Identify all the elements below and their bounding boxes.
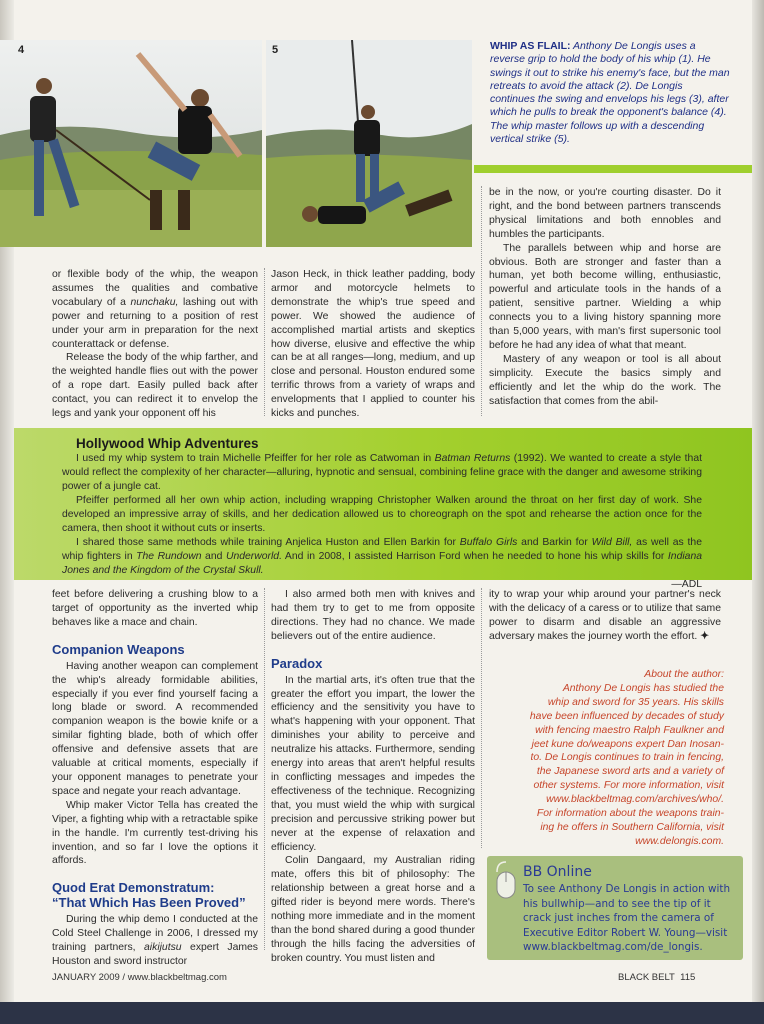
caption-green-rule — [474, 165, 752, 173]
about-line: www.delongis.com. — [635, 835, 724, 847]
lower-col2-para3: Colin Dangaard, my Australian riding mate, offers this bit of philosophy: The relationship between a great horse and a gifted rider is beyond mere words. There's nothing more immediate and in the moment than the bond shared during a good thunder through the hills facing the adversities of broken country. You must listen and — [271, 855, 475, 964]
about-line: www.blackbeltmag.com/archives/who/. — [546, 794, 724, 806]
sidebar-p1-a: I used my whip system to train Michelle Pfeiffer for her role as Catwoman in — [76, 453, 435, 464]
sidebar-p3-c: as well as the whip fighters in — [62, 537, 702, 562]
sidebar-p3-em4: Underworld. — [225, 551, 282, 562]
lower-column-3 — [489, 588, 721, 644]
footer-left: JANUARY 2009 / www.blackbeltmag.com — [52, 972, 227, 983]
caption-heading: WHIP AS FLAIL: — [490, 40, 571, 52]
column-divider — [264, 268, 265, 416]
sidebar-p3-e: And in 2008, I assisted Harrison Ford when he needed to hone his whip skills for — [281, 551, 668, 562]
sidebar-p3-d: and — [201, 551, 226, 562]
sidebar-p3-b: and Barkin for — [517, 537, 592, 548]
about-line: to. De Longis continues to train in fencing, — [530, 752, 724, 764]
lower-col1-para3: Whip maker Victor Tella has created the Viper, a fighting whip with a retractable spike in the handle. I'm currently test-driving his invention, and so far I love the options it affords. — [52, 799, 258, 867]
lower-column-1 — [52, 588, 258, 969]
lower-col1-para2: Having another weapon can complement the whip's already formidable abilities, especially if you ever find yourself facing a long blade or sword. A recommended companion weapon is the bowie knife or a similar fighting blade, both of which offer offensive and defensive assets that are valuable at critical moments, especially if your opponent manages to penetrate your space and negate your reach advantage. — [52, 660, 258, 797]
quod-erat-heading-2: “That Which Has Been Proved” — [52, 895, 246, 911]
about-line: have been influenced by decades of study — [529, 710, 724, 722]
sidebar-p3-em3: The Rundown — [136, 551, 202, 562]
photo-caption — [490, 40, 730, 146]
column-divider — [481, 186, 482, 416]
about-line: For information about the weapons train- — [536, 808, 724, 820]
sidebar-title: Hollywood Whip Adventures — [76, 436, 259, 451]
about-line: with fencing maestro Ralph Faulkner and — [535, 724, 724, 736]
hollywood-sidebar — [14, 428, 752, 590]
upper-column-2 — [271, 268, 475, 421]
sidebar-p3-a: I shared those same methods while training Anjelica Huston and Ellen Barkin for — [76, 537, 460, 548]
sidebar-p3-em1: Buffalo Girls — [459, 537, 518, 548]
sidebar-p3-em2: Wild Bill, — [591, 537, 633, 548]
photo-number-5: 5 — [272, 44, 279, 56]
caption-text: Anthony De Longis uses a reverse grip to hold the body of his whip (1). He swings it out to strike his enemy's face, but the man retreats to avoid the attack (2). De Longis continues the swing and envelops his legs (3), after which he pulls to break the opponent's balance (4). The whip master follows up with a descending vertical strike (5). — [490, 40, 730, 146]
end-mark-icon: ✦ — [700, 630, 709, 642]
about-line: ing he offers in Southern California, visit — [540, 821, 724, 833]
upper-col1-para2: Release the body of the whip farther, and the weighted handle flies out with the power of a rope dart. Easily pulled back after contact, you can redirect it to envelop the legs and yank your opponent off his — [52, 352, 258, 420]
sidebar-signature: —ADL — [671, 579, 702, 590]
lower-col3-para1: ity to wrap your whip around your partner's neck with the delicacy of a caress or to utilize that same power to disarm and disable an aggressive adversary makes the journey worth the effort. — [489, 589, 721, 642]
column-divider — [264, 588, 265, 950]
paradox-heading: Paradox — [271, 655, 323, 671]
sidebar-p2: Pfeiffer performed all her own whip action, including wrapping Christopher Walken around the throat on her first day of work. She developed an impressive array of skills, and her dedication allowed us to choreograph on the spot and rehearse the action once for the camera, then shoot it without cuts or inserts. — [62, 495, 702, 534]
upper-col1-text-a: or flexible body of the whip, the weapon assumes the qualities and combative vocabulary of a — [52, 269, 258, 308]
sidebar-p1-b: (1992). We wanted to create a style that would reflect the complexity of her character—alluring, hypnotic and sensual, combining feline grace with the danger and awesome striking power of a jungle cat. — [62, 453, 702, 492]
photo-number-4: 4 — [18, 44, 25, 56]
lower-col1-p4-a: During the whip demo I conducted at the Cold Steel Challenge in 2006, I dressed my training partners, — [52, 914, 258, 954]
upper-col2-para1: Jason Heck, in thick leather padding, body armor and motorcycle helmets to demonstrate the whip's true speed and power. We showed the audience of accomplished martial artists and skeptics how diverse, elusive and effective the whip can be at all ranges—long, medium, and up close and personal. Houston endured some terrific throws from a variety of wraps and envelopments that I applied to counter his kicks and punches. — [271, 269, 475, 420]
bb-online-title: BB Online — [523, 864, 592, 880]
companion-weapons-heading: Companion Weapons — [52, 641, 185, 657]
sidebar-p3-em5: Indiana Jones and the Kingdom of the Crystal Skull. — [62, 551, 702, 576]
lower-col2-para2: In the martial arts, it's often true that the greater the effort you impart, the lower the efficiency and the sensitivity you have to what's happening with your opponent. That diminishes your ability to perceive and neutralize his attacks. Furthermore, sending energy into areas that aren't helpful results in conflicting messages and impedes the effectiveness of the technique. Recognizing that, you must wield the whip with surgical precision and percussive striking power but never at the expense of relaxation and efficiency. — [271, 674, 475, 853]
lower-col2-para1: I also armed both men with knives and had them try to get to me from opposite directions. They had no chance. We made believers out of the entire audience. — [271, 589, 475, 642]
lower-col1-p4-em: aikijutsu — [144, 942, 182, 954]
about-line: the Japanese sword arts and a variety of — [536, 766, 724, 778]
about-line: About the author: — [644, 669, 724, 680]
lower-col1-p4-b: expert James Houston and sword instructor — [52, 942, 258, 968]
footer-magazine: BLACK BELT — [618, 972, 675, 983]
bb-online-text: To see Anthony De Longis in action with his bullwhip—and to see the tip of it crack just inches from the camera of Executive Editor Robert W. Young—visit www.blackbeltmag.com/de_longis. — [523, 883, 731, 954]
upper-col3-para1: be in the now, or you're courting disaster. Do it right, and the bond between partners transcends physical limitations and both ennobles and humbles the participants. — [489, 187, 721, 240]
quod-erat-heading-1: Quod Erat Demonstratum: — [52, 880, 215, 896]
upper-col3-para2: The parallels between whip and horse are obvious. Both are stronger and faster than a human, yet both become willing, enthusiastic, powerful and articulate tools in the hands of a patient, sensitive partner. Wielding a whip connects you to a living history spanning more than 5,000 years, with man's first supersonic tool before he had any idea of what that meant. — [489, 242, 721, 351]
about-the-author — [488, 668, 724, 849]
about-line: other systems. For more information, visit — [533, 780, 724, 792]
footer-page-number: 115 — [680, 972, 696, 983]
lower-col1-para1: feet before delivering a crushing blow to a target of opportunity as the inverted whip behaves like a mace and chain. — [52, 589, 258, 628]
computer-mouse-icon — [493, 860, 519, 900]
upper-column-3 — [489, 186, 721, 409]
upper-col3-para3: Mastery of any weapon or tool is all about simplicity. Execute the basics simply and efficiently and let the whip do the work. The satisfaction that comes from the abil- — [489, 353, 721, 407]
upper-col1-text-b: lashing out with power and returning to a position of rest under your arm in preparation for the next counterattack or defense. — [52, 296, 259, 350]
photo-whip-swing — [0, 40, 262, 247]
column-divider — [481, 588, 482, 848]
about-line: Anthony De Longis has studied the — [562, 682, 724, 694]
photo-opponent-falls — [266, 40, 472, 247]
bb-online-box — [487, 856, 743, 960]
upper-column-1 — [52, 268, 258, 421]
lower-column-2 — [271, 588, 475, 966]
page-edge-shadow — [752, 0, 764, 1024]
about-line: jeet kune do/weapons expert Dan Inosan- — [531, 738, 724, 750]
upper-col1-em: nunchaku, — [130, 296, 179, 308]
footer-right — [618, 972, 695, 983]
about-line: whip and sword for 35 years. His skills — [547, 696, 724, 708]
sidebar-p1-em: Batman Returns — [434, 453, 511, 464]
bottom-dark-band — [0, 1002, 764, 1024]
